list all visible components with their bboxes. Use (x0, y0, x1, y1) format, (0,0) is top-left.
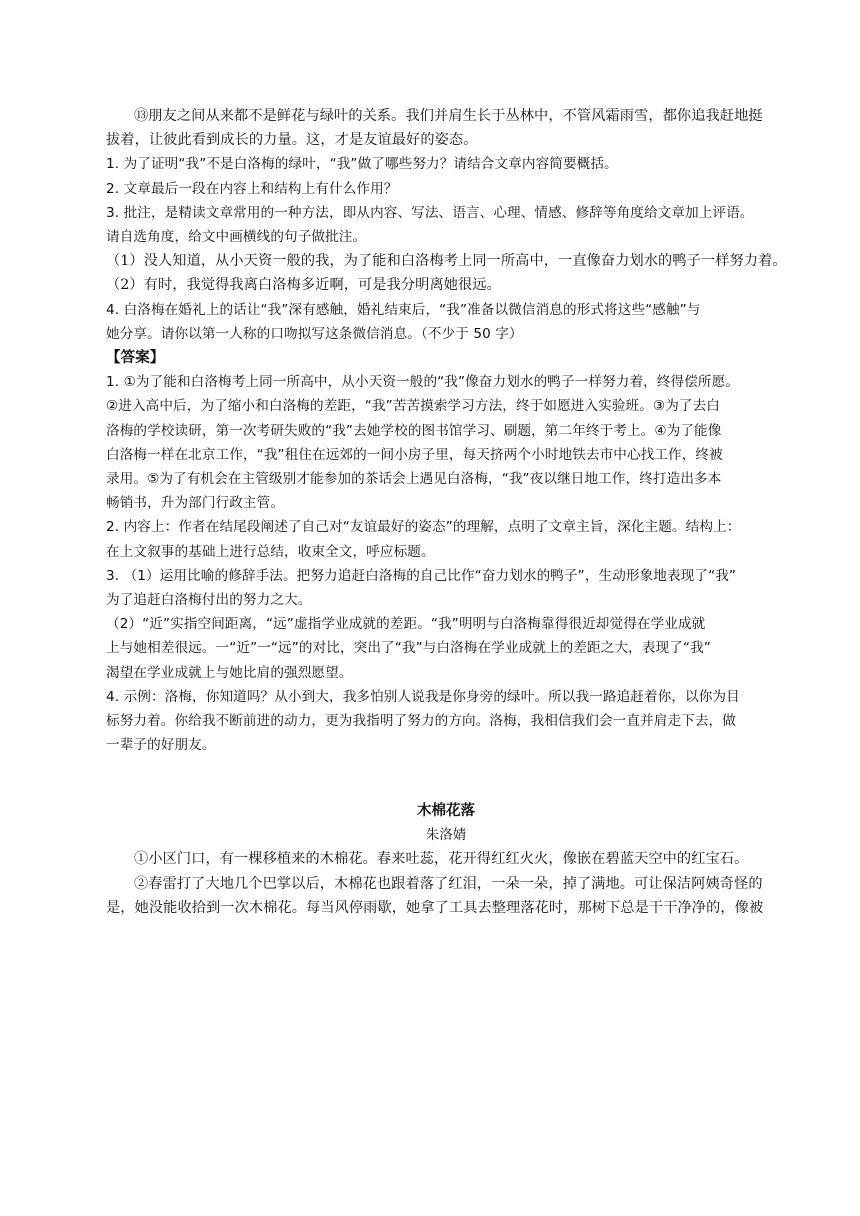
text-line: 上与她相差很远。一“近”一“远”的对比，突出了“我”与白洛梅在学业成就上的差距之大，表现了“我” (106, 640, 711, 657)
text-line: 是，她没能收拾到一次木棉花。每当风停雨歇，她拿了工具去整理落花时，那树下总是干干净净的，像被 (106, 899, 764, 916)
question-3 (106, 201, 786, 249)
text-line: 标努力着。你给我不断前进的动力，更为我指明了努力的方向。洛梅，我相信我们会一直并肩走下去，做 (106, 713, 736, 730)
text-line: （2）有时，我觉得我离白洛梅多近啊，可是我分明离她很远。 (106, 277, 501, 294)
text-line: 白洛梅一样在北京工作，“我”租住在远郊的一间小房子里，每天挤两个小时地铁去市中心找工作，终被 (106, 446, 723, 463)
text-line: 请自选角度，给文中画横线的句子做批注。 (106, 229, 367, 246)
article-author: 朱洛婧 (425, 827, 467, 844)
text-line: ⑬朋友之间从来都不是鲜花与绿叶的关系。我们并肩生长于丛林中，不管风霜雨雪，都你追我赶地挺 (134, 108, 763, 124)
text-line: 3. 批注，是精读文章常用的一种方法，即从内容、写法、语言、心理、情感、修辞等角度给文章加上评语。 (106, 204, 754, 221)
text-line: 洛梅的学校读研，第一次考研失败的“我”去她学校的图书馆学习、刷题，第二年终于考上。④为了能像 (106, 422, 722, 439)
text-line: 1. ①为了能和白洛梅考上同一所高中，从小天资一般的“我”像奋力划水的鸭子一样努力着，终得偿所愿。 (106, 374, 739, 391)
text-line: 拔着，让彼此看到成长的力量。这，才是友谊最好的姿态。 (106, 132, 478, 149)
text-line: 2. 内容上：作者在结尾段阐述了自己对“友谊最好的姿态”的理解，点明了文章主旨，深化主题。结构上： (106, 519, 741, 536)
text-line: （2）“近”实指空间距离，“远”虚指学业成就的差距。“我”明明与白洛梅靠得很近却觉得在学业成就 (106, 616, 706, 633)
article-paragraph-1 (106, 847, 786, 871)
question-3-item-2 (106, 273, 786, 297)
text-line: 在上文叙事的基础上进行总结，收束全文，呼应标题。 (106, 543, 435, 560)
answer-4 (106, 685, 786, 758)
question-3-item-1 (106, 249, 786, 273)
text-line: 2. 文章最后一段在内容上和结构上有什么作用？ (106, 180, 398, 197)
section-gap (106, 757, 786, 791)
text-line: ②春雷打了大地几个巴掌以后，木棉花也跟着落了红泪，一朵一朵，掉了满地。可让保洁阿姨奇怪的 (134, 875, 763, 892)
text-line: 录用。⑤为了有机会在主管级别才能参加的茶话会上遇见白洛梅，“我”夜以继日地工作，终打造出多本 (106, 471, 722, 488)
text-line: 4. 白洛梅在婚礼上的话让“我”深有感触，婚礼结束后，“我”准备以微信消息的形式将这些“感触”与 (106, 301, 701, 318)
article-title: 木棉花落 (417, 803, 475, 820)
text-line: 为了追赶白洛梅付出的努力之大。 (106, 592, 312, 609)
passage-paragraph-13 (106, 104, 786, 152)
answer-2 (106, 515, 786, 563)
answer-3-item-1 (106, 564, 786, 612)
text-line: 3. （1）运用比喻的修辞手法。把努力追赶白洛梅的自己比作“奋力划水的鸭子”，生动形象地表现了“我” (106, 567, 737, 584)
text-line: 4. 示例：洛梅，你知道吗？从小到大，我多怕别人说我是你身旁的绿叶。所以我一路追赶着你，以你为目 (106, 688, 740, 705)
text-line: 畅销书，升为部门行政主管。 (106, 495, 285, 512)
text-line: （1）没人知道，从小天资一般的我，为了能和白洛梅考上同一所高中，一直像奋力划水的鸭子一样努力着。 (106, 253, 787, 270)
question-2 (106, 177, 786, 201)
question-4 (106, 298, 786, 346)
text-line: 渴望在学业成就上与她比肩的强烈愿望。 (106, 664, 353, 681)
question-1 (106, 152, 786, 176)
article-paragraph-2 (106, 872, 786, 920)
text-line: ②进入高中后，为了缩小和白洛梅的差距，“我”苦苦摸索学习方法，终于如愿进入实验班。③为了去白 (106, 398, 720, 415)
text-line: ①小区门口，有一棵移植来的木棉花。春来吐蕊，花开得红红火火，像嵌在碧蓝天空中的红宝石。 (134, 851, 749, 868)
answer-heading: 【答案】 (106, 350, 165, 367)
answer-1 (106, 370, 786, 515)
answer-3-item-2 (106, 612, 786, 685)
text-line: 她分享。请你以第一人称的口吻拟写这条微信消息。（不少于 50 字） (106, 325, 523, 342)
text-line: 一辈子的好朋友。 (106, 737, 216, 754)
text-line: 1. 为了证明“我”不是白洛梅的绿叶，“我”做了哪些努力？请结合文章内容简要概括。 (106, 156, 618, 173)
document-page (106, 104, 786, 920)
